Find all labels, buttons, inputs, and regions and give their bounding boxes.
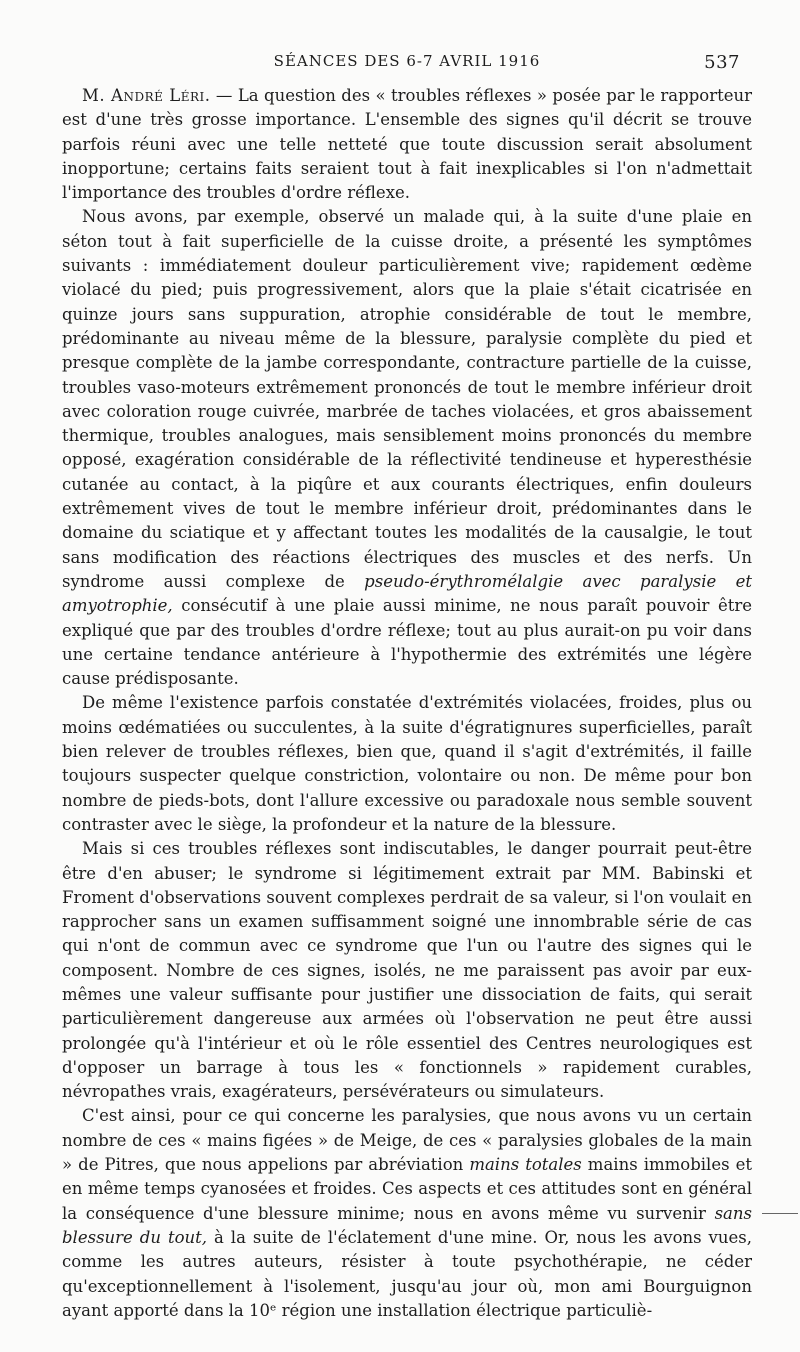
running-head (62, 52, 752, 84)
paragraph-2 (62, 205, 752, 691)
paragraph-text: consécutif à une plaie aussi minime, ne nous paraît pouvoir être expliqué que par des troubles d'ordre réflexe; tout au plus aurait-on pu voir dans une certaine tendance antérieure à l'hypothermie des extrémités une légère cause prédisposante. (62, 596, 752, 689)
emphasis-text: sans blessure du tout, (62, 1203, 752, 1247)
speaker-name: M. André Léri. (82, 86, 211, 105)
margin-mark (762, 1213, 798, 1214)
paragraph-text: Nous avons, par exemple, observé un malade qui, à la suite d'une plaie en séton tout à fait superficielle de la cuisse droite, a présenté les symptômes suivants : immédiatement douleur particulièrement vive; rapidement œdème violacé du pied; puis progressivement, alors que la plaie s'était cicatrisée en quinze jours sans suppuration, atrophie considérable de tout le membre, prédominante au niveau même de la blessure, paralysie complète du pied et presque complète de la jambe correspondante, contracture partielle de la cuisse, troubles vaso-moteurs extrêmement prononcés de tout le membre inférieur droit avec coloration rouge cuivrée, marbrée de taches violacées, et gros abaissement thermique, troubles analogues, mais sensiblement moins prononcés du membre opposé, exagération considérable de la réflectivité tendineuse et hyperesthésie cutanée au contact, à la piqûre et aux courants électriques, enfin douleurs extrêmement vives de tout le membre inférieur droit, prédominantes dans le domaine du sciatique et y affectant toutes les modalités de la causalgie, le tout sans modification des réactions électriques des muscles et des nerfs. Un syndrome aussi complexe de (62, 207, 752, 591)
paragraph-1 (62, 84, 752, 205)
running-title: SÉANCES DES 6-7 AVRIL 1916 (273, 52, 541, 70)
emphasis-text: pseudo-érythromélalgie avec paralysie et amyotrophie, (62, 571, 753, 616)
paragraph-5 (62, 1104, 752, 1323)
paragraph-4 (62, 837, 752, 1104)
paragraph-text: Mais si ces troubles réflexes sont indiscutables, le danger pourrait peut-être être d'en abuser; le syndrome si légitimement extrait par MM. Babinski et Froment d'observations souvent complexes perdrait de sa valeur, si l'on voulait en rapprocher sans un examen suffisamment soigné une innombrable série de cas qui n'ont de commun avec ce syndrome que l'un ou l'autre des signes qui le composent. Nombre de ces signes, isolés, ne me paraissent pas avoir par eux-mêmes une valeur suffisante pour justifier une dissociation de faits, qui serait particulièrement dangereuse aux armées où l'observation ne peut être aussi prolongée qu'à l'intérieur et où le rôle essentiel des Centres neurologiques est d'opposer un barrage à tous les « fonctionnels » rapidement curables, névropathes vrais, exagérateurs, persévérateurs ou simulateurs. (62, 839, 752, 1102)
emphasis-text: mains totales (469, 1155, 582, 1175)
paragraph-text: mains immobiles et en même temps cyanosées et froides. Ces aspects et ces attitudes sont en général la conséquence d'une blessure minime; nous en avons même vu survenir (62, 1155, 752, 1223)
paragraph-3 (62, 691, 752, 837)
paragraph-text: à la suite de l'éclatement d'une mine. Or, nous les avons vues, comme les autres auteurs, résister à toute psychothérapie, ne céder qu'exceptionnellement à l'isolement, jusqu'au jour où, mon ami Bourguignon ayant apporté dans la 10ᵉ région une installation électrique particuliè- (62, 1227, 752, 1320)
paragraph-text: De même l'existence parfois constatée d'extrémités violacées, froides, plus ou moins œdématiées ou succulentes, à la suite d'égratignures superficielles, paraît bien relever de troubles réflexes, bien que, quand il s'agit d'extrémités, il faille toujours suspecter quelque constriction, volontaire ou non. De même pour bon nombre de pieds-bots, dont l'allure excessive ou paradoxale nous semble souvent contraster avec le siège, la profondeur et la nature de la blessure. (62, 693, 752, 834)
paragraph-text: C'est ainsi, pour ce qui concerne les paralysies, que nous avons vu un certain nombre de ces « mains figées » de Meige, de ces « paralysies globales de la main » de Pitres, que nous appelions par abréviation (62, 1106, 752, 1175)
page-number: 537 (704, 52, 740, 73)
paragraph-text: — La question des « troubles réflexes » posée par le rapporteur est d'une très grosse importance. L'ensemble des signes qu'il décrit se trouve parfois réuni avec une telle netteté que toute discussion serait absolument inopportune; certains faits seraient tout à fait inexplicables si l'on n'admettait l'importance des troubles d'ordre réflexe. (62, 86, 752, 203)
document-page (62, 52, 752, 1323)
